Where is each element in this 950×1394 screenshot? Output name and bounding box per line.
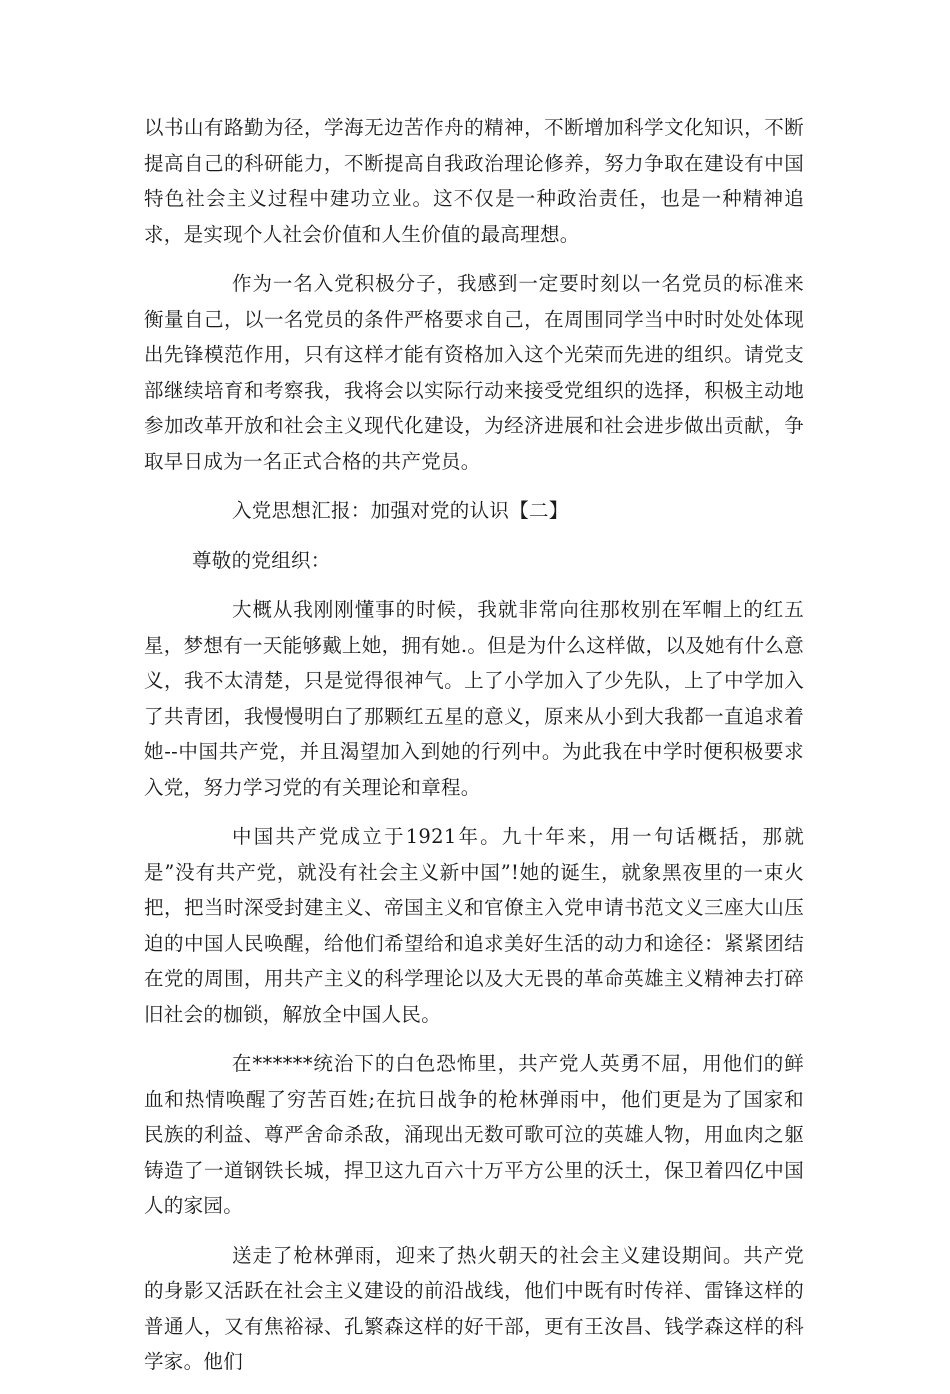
section-heading: 入党思想汇报：加强对党的认识【二】 — [232, 499, 569, 522]
paragraph-continuation: 以书山有路勤为径，学海无边苦作舟的精神，不断增加科学文化知识，不断提高自己的科研能力，不断提高自我政治理论修养，努力争取在建设有中国特色社会主义过程中建功立业。这不仅是一种政治责任，也是一种精神追求，是实现个人社会价值和人生价值的最高理想。 — [144, 116, 804, 246]
paragraph-red-star: 大概从我刚刚懂事的时候，我就非常向往那枚别在军帽上的红五星，梦想有一天能够戴上她，拥有她.。但是为什么这样做，以及她有什么意义，我不太清楚，只是觉得很神气。上了小学加入了少先队，上了中学加入了共青团，我慢慢明白了那颗红五星的意义，原来从小到大我都一直追求着她--中国共产党，并且渴望加入到她的行列中。为此我在中学时便积极要求入党，努力学习党的有关理论和章程。 — [144, 598, 804, 799]
salutation: 尊敬的党组织： — [192, 548, 331, 572]
paragraph-activist-commitment: 作为一名入党积极分子，我感到一定要时刻以一名党员的标准来衡量自己，以一名党员的条件严格要求自己，在周围同学当中时时处处体现出先锋模范作用，只有这样才能有资格加入这个光荣而先进的组织。请党支部继续培育和考察我，我将会以实际行动来接受党组织的选择，积极主动地参加改革开放和社会主义现代化建设，为经济进展和社会进步做出贡献，争取早日成为一名正式合格的共产党员。 — [144, 272, 804, 473]
paragraph-war-history: 在******统治下的白色恐怖里，共产党人英勇不屈，用他们的鲜血和热情唤醒了穷苦百姓;在抗日战争的枪林弹雨中，他们更是为了国家和民族的利益、尊严舍命杀敌，涌现出无数可歌可泣的英雄人物，用血肉之躯铸造了一道钢铁长城，捍卫这九百六十万平方公里的沃土，保卫着四亿中国人的家园。 — [144, 1052, 804, 1217]
paragraph-construction-era: 送走了枪林弹雨，迎来了热火朝天的社会主义建设期间。共产党的身影又活跃在社会主义建设的前沿战线，他们中既有时传祥、雷锋这样的普通人，又有焦裕禄、孔繁森这样的好干部，更有王汝昌、钱学森这样的科学家。他们 — [144, 1243, 804, 1373]
paragraph-party-founding: 中国共产党成立于1921年。九十年来，用一句话概括，那就是”没有共产党，就没有社会主义新中国”!她的诞生，就象黑夜里的一束火把，把当时深受封建主义、帝国主义和官僚主入党申请书范文义三座大山压迫的中国人民唤醒，给他们希望给和追求美好生活的动力和途径：紧紧团结在党的周围，用共产主义的科学理论以及大无畏的革命英雄主义精神去打碎旧社会的枷锁，解放全中国人民。 — [144, 825, 804, 1026]
document-body — [144, 110, 804, 1394]
